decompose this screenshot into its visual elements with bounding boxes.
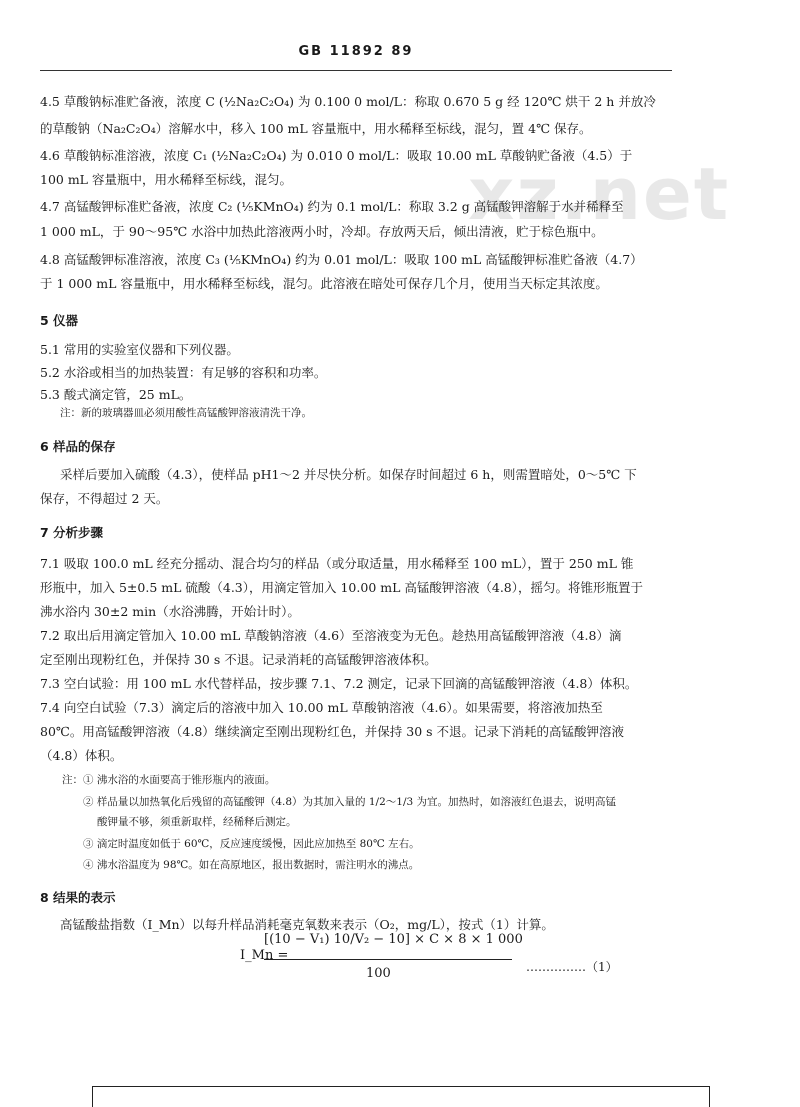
clause-7-4-line-3: （4.8）体积。 [40, 748, 123, 763]
standard-number: GB 11892 89 [298, 44, 414, 59]
section-5-note: 注：新的玻璃器皿必须用酸性高锰酸钾溶液清洗干净。 [60, 407, 312, 419]
clause-5-1: 5.1 常用的实验室仪器和下列仪器。 [40, 342, 239, 357]
clause-7-4-line-1: 7.4 向空白试验（7.3）滴定后的溶液中加入 10.00 mL 草酸钠溶液（4.6）。如果需要，将溶液加热至 [40, 700, 603, 715]
formula-lhs: I_Mn = [240, 948, 289, 963]
clause-4-7-line-1: 4.7 高锰酸钾标准贮备液，浓度 C₂ (⅕KMnO₄) 约为 0.1 mol/L：称取 3.2 g 高锰酸钾溶解于水并稀释至 [40, 199, 624, 214]
clause-7-2-line-2: 定至刚出现粉红色，并保持 30 s 不退。记录消耗的高锰酸钾溶液体积。 [40, 652, 437, 667]
clause-7-4-line-2: 80℃。用高锰酸钾溶液（4.8）继续滴定至刚出现粉红色，并保持 30 s 不退。记录下消耗的高锰酸钾溶液 [40, 724, 625, 739]
section-6-line-2: 保存，不得超过 2 天。 [40, 491, 169, 506]
clause-7-2-line-1: 7.2 取出后用滴定管加入 10.00 mL 草酸钠溶液（4.6）至溶液变为无色。趁热用高锰酸钾溶液（4.8）滴 [40, 628, 622, 643]
clause-4-5-line-2: 的草酸钠（Na₂C₂O₄）溶解水中，移入 100 mL 容量瓶中，用水稀释至标线，混匀，置 4℃ 保存。 [40, 121, 592, 136]
section-7-note-2: ② 样品量以加热氧化后残留的高锰酸钾（4.8）为其加入量的 1/2～1/3 为宜。加热时，如溶液红色退去，说明高锰 [83, 796, 617, 808]
fraction-bar [264, 959, 512, 960]
equation-number: ……………（1） [526, 960, 618, 974]
section-8-heading: 8 结果的表示 [40, 890, 116, 905]
clause-4-5-line-1: 4.5 草酸钠标准贮备液，浓度 C (½Na₂C₂O₄) 为 0.100 0 mol/L：称取 0.670 5 g 经 120℃ 烘干 2 h 并放冷 [40, 94, 656, 109]
clause-4-8-line-1: 4.8 高锰酸钾标准溶液，浓度 C₃ (⅕KMnO₄) 约为 0.01 mol/L：吸取 100 mL 高锰酸钾标准贮备液（4.7） [40, 252, 643, 267]
clause-5-2: 5.2 水浴或相当的加热装置：有足够的容积和功率。 [40, 365, 327, 380]
clause-7-1-line-1: 7.1 吸取 100.0 mL 经充分摇动、混合均匀的样品（或分取适量，用水稀释至 100 mL），置于 250 mL 锥 [40, 556, 634, 571]
clause-4-6-line-1: 4.6 草酸钠标准溶液，浓度 C₁ (½Na₂C₂O₄) 为 0.010 0 mol/L：吸取 10.00 mL 草酸钠贮备液（4.5）于 [40, 148, 633, 163]
clause-7-3: 7.3 空白试验：用 100 mL 水代替样品，按步骤 7.1、7.2 测定，记录下回滴的高锰酸钾溶液（4.8）体积。 [40, 676, 638, 691]
section-5-heading: 5 仪器 [40, 313, 79, 328]
watermark: xz.net [468, 152, 731, 236]
clause-7-1-line-2: 形瓶中，加入 5±0.5 mL 硫酸（4.3），用滴定管加入 10.00 mL 高锰酸钾溶液（4.8），摇匀。将锥形瓶置于 [40, 580, 643, 595]
section-7-note-2-cont: 酸钾量不够，须重新取样，经稀释后测定。 [97, 816, 297, 828]
clause-5-3: 5.3 酸式滴定管，25 mL。 [40, 387, 192, 402]
section-7-note-4: ④ 沸水浴温度为 98℃。如在高原地区，报出数据时，需注明水的沸点。 [83, 859, 420, 871]
section-8-line: 高锰酸盐指数（I_Mn）以每升样品消耗毫克氧数来表示（O₂，mg/L），按式（1）计算。 [60, 917, 554, 932]
clause-7-1-line-3: 沸水浴内 30±2 min（水浴沸腾，开始计时）。 [40, 604, 300, 619]
formula-numerator: [(10 − V₁) 10/V₂ − 10] × C × 8 × 1 000 [264, 932, 523, 947]
bottom-frame [92, 1086, 710, 1107]
clause-4-6-line-2: 100 mL 容量瓶中，用水稀释至标线，混匀。 [40, 172, 292, 187]
page-header [40, 44, 672, 71]
section-6-line-1: 采样后要加入硫酸（4.3），使样品 pH1～2 并尽快分析。如保存时间超过 6 h，则需置暗处，0～5℃ 下 [60, 467, 637, 482]
section-6-heading: 6 样品的保存 [40, 439, 116, 454]
section-7-note-1: 注：① 沸水浴的水面要高于锥形瓶内的液面。 [62, 774, 276, 786]
section-7-note-3: ③ 滴定时温度如低于 60℃，反应速度缓慢，因此应加热至 80℃ 左右。 [83, 838, 420, 850]
formula-denominator: 100 [366, 966, 391, 981]
clause-4-7-line-2: 1 000 mL，于 90～95℃ 水浴中加热此溶液两小时，冷却。存放两天后，倾出清液，贮于棕色瓶中。 [40, 224, 604, 239]
clause-4-8-line-2: 于 1 000 mL 容量瓶中，用水稀释至标线，混匀。此溶液在暗处可保存几个月，使用当天标定其浓度。 [40, 276, 608, 291]
section-7-heading: 7 分析步骤 [40, 525, 104, 540]
result-formula [240, 928, 540, 988]
